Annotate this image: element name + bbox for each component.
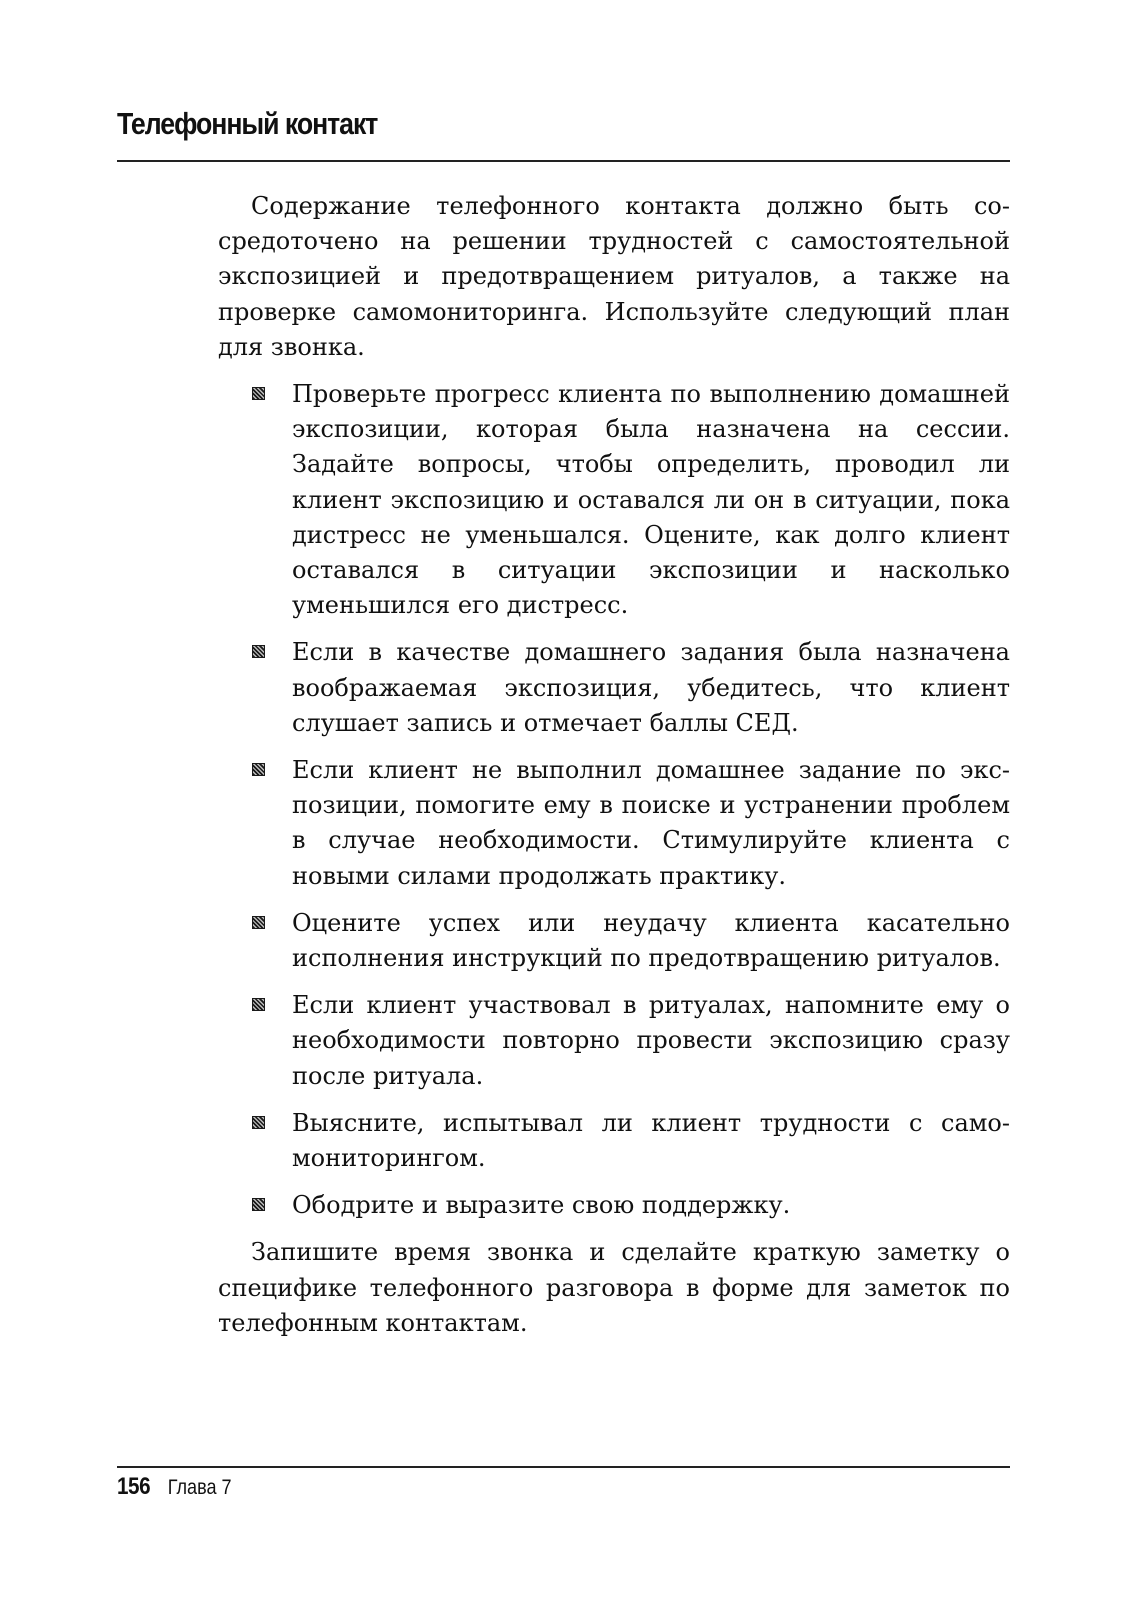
list-item-text: Если клиент не выполнил домашнее задание по экспозиции, помогите ему в поиске и устранении проблем в случае необходимости. Стимулируйте клиента с новыми силами продолжать практику. bbox=[292, 756, 1010, 890]
list-item-text: Если в качестве домашнего задания была назначена воображаемая экспозиция, убедитесь, что клиент слушает запись и отмечает баллы СЕД. bbox=[292, 638, 1010, 737]
list-item-text: Оцените успех или неудачу клиента касательно исполнения инструкций по предотвращению ритуалов. bbox=[292, 908, 1010, 973]
square-bullet-icon bbox=[252, 916, 265, 929]
square-bullet-icon bbox=[252, 387, 265, 400]
square-bullet-icon bbox=[252, 763, 265, 776]
closing-paragraph: Запишите время звонка и сделайте краткую заметку о специфике телефонного разговора в форме для заметок по телефонным контактам. bbox=[218, 1238, 1010, 1337]
square-bullet-icon bbox=[252, 998, 265, 1011]
list-item bbox=[292, 377, 1010, 623]
page-footer bbox=[117, 1470, 232, 1507]
chapter-label: Глава 7 bbox=[167, 1476, 232, 1499]
list-item bbox=[292, 635, 1010, 741]
square-bullet-icon bbox=[252, 645, 265, 658]
page-number: 156 bbox=[117, 1473, 151, 1500]
call-plan-list bbox=[218, 377, 1010, 1223]
section-heading: Телефонный контакт bbox=[117, 106, 378, 141]
heading-rule bbox=[117, 160, 1010, 162]
list-item-text: Если клиент участвовал в ритуалах, напомните ему о необходимости повторно провести экспозицию сразу после ритуала. bbox=[292, 991, 1010, 1090]
list-item-text: Проверьте прогресс клиента по выполнению домашней экспозиции, которая была назначена на сессии. Задайте вопросы, чтобы определить, проводил ли клиент экспозицию и оставался ли он в ситуации, пока дистресс не уменьшался. Оцените, как долго клиент оставался в ситуации экспозиции и насколько уменьшился его дистресс. bbox=[292, 380, 1010, 620]
list-item bbox=[292, 753, 1010, 894]
footer-rule bbox=[117, 1466, 1010, 1468]
section-body bbox=[218, 189, 1010, 1341]
list-item bbox=[292, 1106, 1010, 1176]
square-bullet-icon bbox=[252, 1116, 265, 1129]
list-item bbox=[292, 988, 1010, 1094]
intro-paragraph: Содержание телефонного контакта должно быть сосредоточено на решении трудностей с самостоятельной экспозицией и предотвращением ритуалов, а также на проверке самомониторинга. Используйте следующий план для звонка. bbox=[218, 192, 1010, 361]
list-item bbox=[292, 906, 1010, 976]
list-item-text: Ободрите и выразите свою поддержку. bbox=[292, 1191, 791, 1220]
square-bullet-icon bbox=[252, 1198, 265, 1211]
list-item bbox=[292, 1188, 1010, 1223]
list-item-text: Выясните, испытывал ли клиент трудности с самомониторингом. bbox=[292, 1108, 1010, 1173]
